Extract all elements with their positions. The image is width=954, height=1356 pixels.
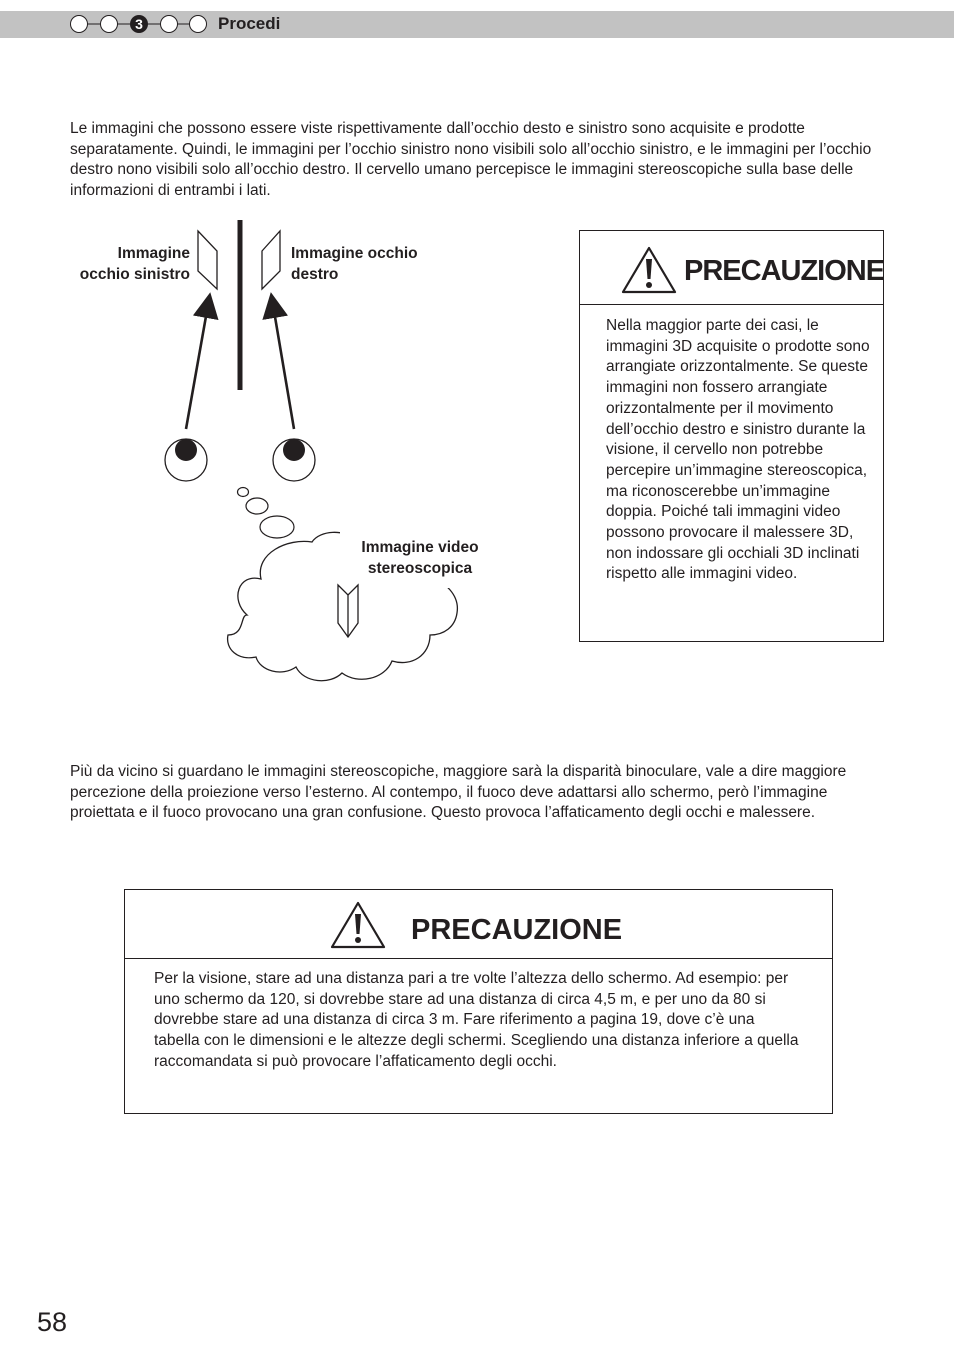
label-left-line1: Immagine: [117, 245, 190, 262]
thought-bubble-large: [260, 516, 294, 538]
step-5-circle: [190, 16, 207, 33]
left-image-shape: [198, 231, 217, 289]
left-arrow: [186, 305, 208, 429]
label-stereo-line2: stereoscopica: [367, 560, 473, 577]
caution-header: [125, 890, 832, 959]
page-number: 58: [37, 1307, 68, 1337]
label-stereo-line1: Immagine video: [361, 539, 479, 556]
intro-paragraph: Le immagini che possono essere viste rispettivamente dall’occhio desto e sinistro sono acquisite e prodotte separatamente. Quindi, le immagini per l’occhio sinistro nono visibili solo all’occhio sinistro, e le immagini per l’occhio destro nono visibili solo all’occhio destro. Il cervello umano percepisce le immagini stereoscopiche sulla base delle informazioni di entrambi i lati.: [70, 120, 872, 200]
step-4-circle: [161, 16, 178, 33]
caution-text: Per la visione, stare ad una distanza pari a tre volte l’altezza dello schermo. Ad esempio: per uno schermo da 120, si dovrebbe stare ad una distanza di circa 4,5 m, e per uno da 80 si dovrebbe stare ad una distanza di circa 3 m. Fare riferimento a pagina 19, dove c’è una tabella con le dimensioni e le altezze degli schermi. Scegliendo una distanza inferiore a quella raccomandata si può provocare l’affaticamento degli occhi.: [154, 970, 799, 1070]
caution-text: Nella maggior parte dei casi, le immagini 3D acquisite o prodotte sono arrangiate orizzontalmente. Se queste immagini non fossero arrangiate orizzontalmente per il movimento dell’occhio destro e sinistro durante la visione, il cervello non potrebbe percepire un’immagine stereoscopica, ma riconoscerebbe un’immagine doppia. Poiché tali immagini video possono provocare il malessere 3D, non indossare gli occhiali 3D inclinati rispetto alle immagini video.: [606, 317, 870, 583]
stereoscopic-diagram: [60, 215, 500, 695]
thought-bubble-medium: [246, 498, 268, 514]
thought-bubble-small: [238, 488, 249, 497]
warning-icon: [329, 900, 387, 950]
label-right-eye-image: [291, 243, 451, 285]
caution-title: PRECAUZIONE: [411, 914, 623, 946]
label-right-line1: Immagine occhio: [291, 245, 418, 262]
warning-icon: [620, 245, 678, 295]
label-right-line2: destro: [291, 266, 339, 283]
section-title: Procedi: [218, 14, 281, 33]
caution-box-side: [579, 230, 884, 642]
caution-title: PRECAUZIONE: [684, 255, 885, 287]
right-image-shape: [262, 231, 280, 289]
distance-paragraph: Più da vicino si guardano le immagini stereoscopiche, maggiore sarà la disparità binoculare, vale a dire maggiore percezione della proiezione verso l’esterno. Al contempo, il fuoco deve adattarsi allo schermo, però l’immagine proiettata e il fuoco provocano una gran confusione. Questo provoca l’affaticamento degli occhi e malessere.: [70, 763, 847, 822]
caution-box-bottom: [124, 889, 833, 1114]
left-eye: [165, 439, 207, 481]
label-left-line2: occhio sinistro: [79, 266, 190, 283]
right-eye: [273, 439, 315, 481]
step-1-circle: [71, 16, 88, 33]
step-2-circle: [101, 16, 118, 33]
caution-header: [580, 231, 883, 305]
label-left-eye-image: [60, 243, 190, 285]
step-3-number: 3: [135, 16, 143, 32]
step-indicator: [70, 13, 210, 35]
label-stereo-image: [340, 537, 500, 579]
right-arrow: [273, 305, 294, 429]
